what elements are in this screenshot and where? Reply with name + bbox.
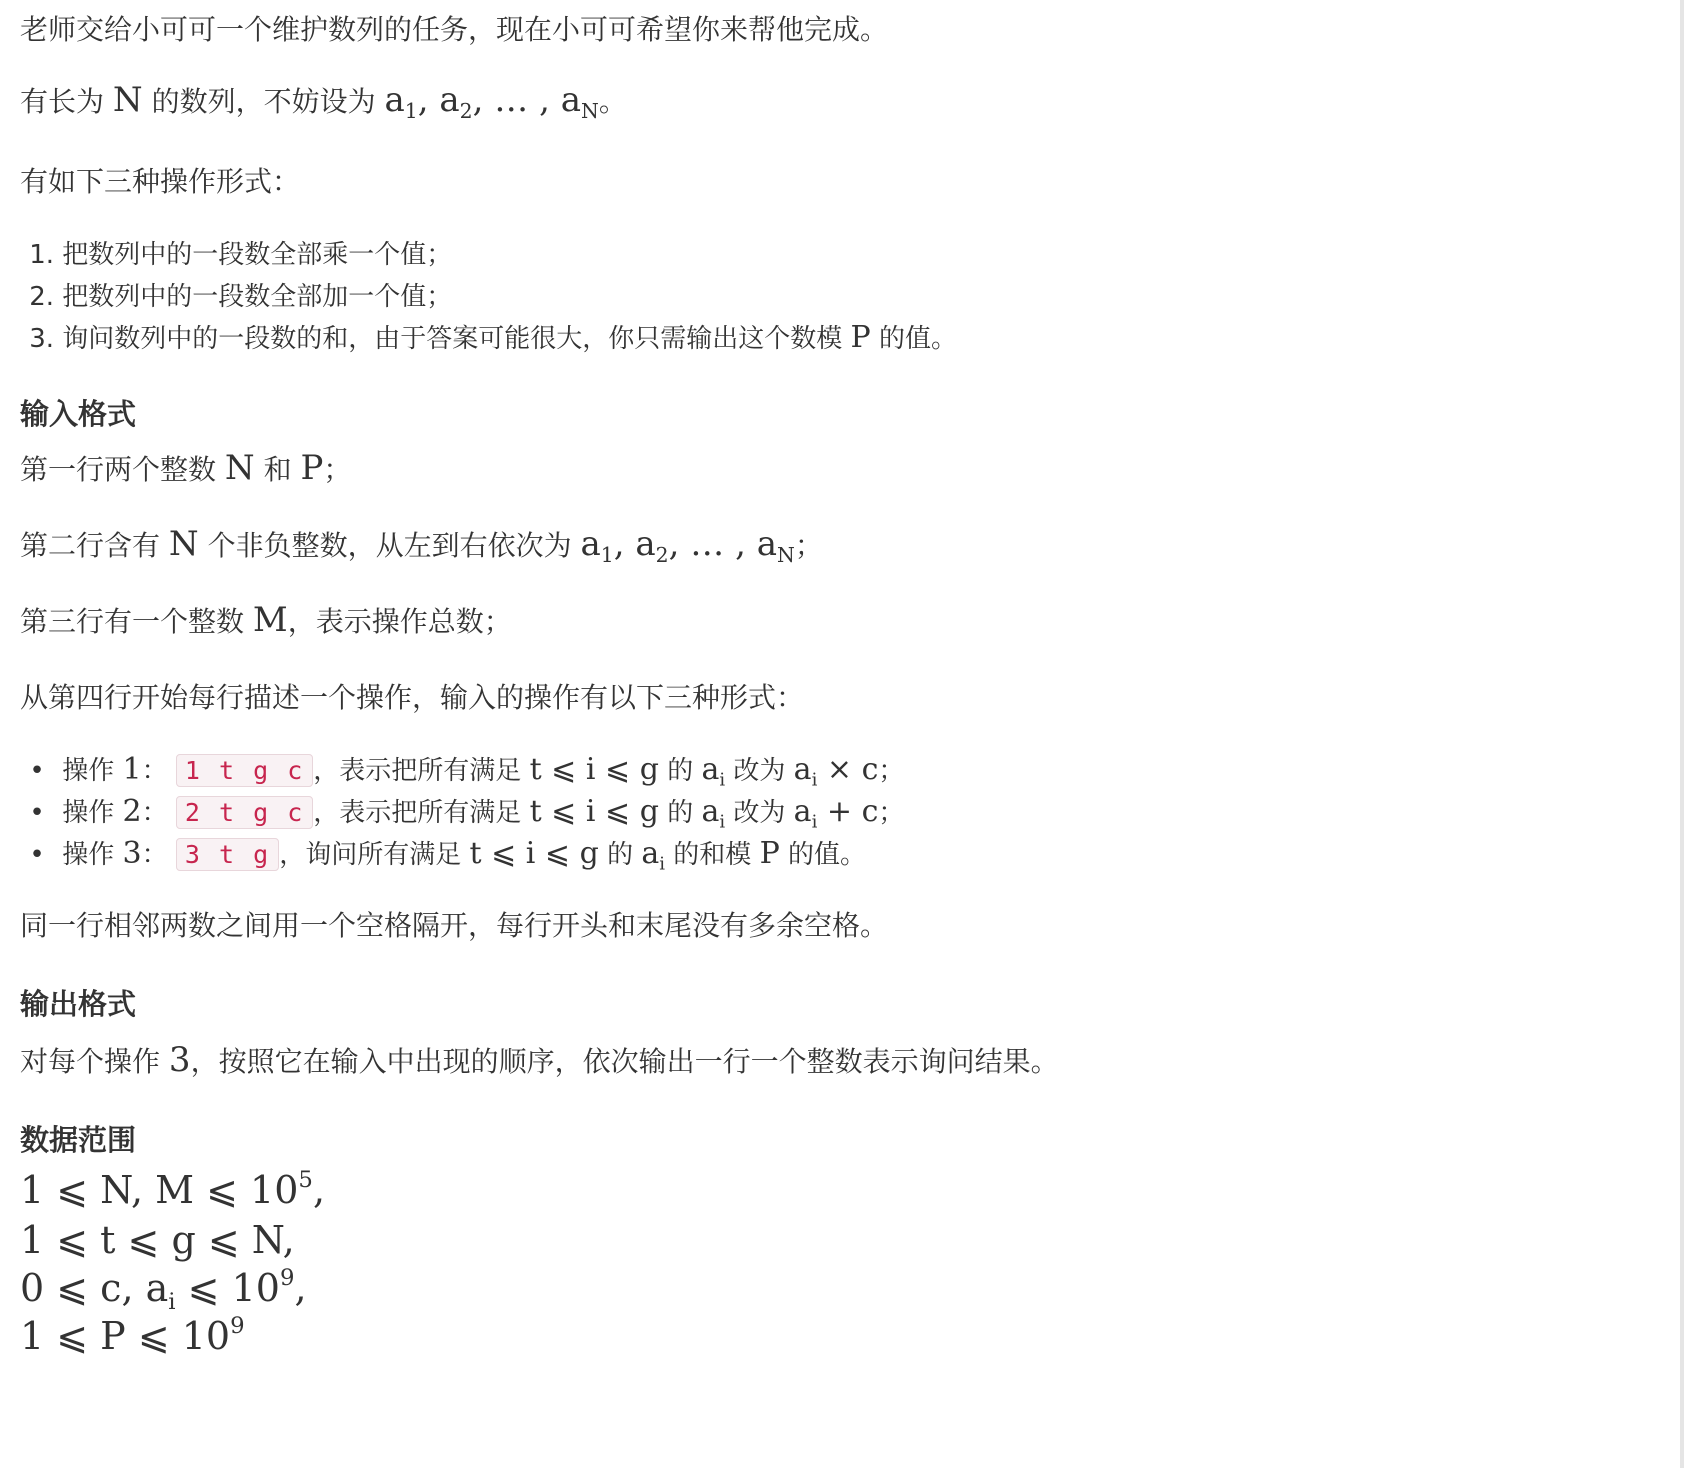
input-line-2: 第二行含有 N 个非负整数，从左到右依次为 $a_1$, $a_2$, … , $a_N$； [20, 524, 823, 568]
scrollbar-track[interactable] [1680, 0, 1684, 1468]
range-line-3: 0 ⩽ c, $a_i$ ⩽ $10^9$, [20, 1265, 307, 1315]
list-item: 2. 把数列中的一段数全部加一个值； [29, 282, 453, 312]
sequence-definition: 有长为 N 的数列，不妨设为 $a_1$, $a_2$, … , $a_N$。 [20, 80, 627, 124]
ops-intro: 有如下三种操作形式： [20, 165, 301, 198]
data-range-heading: 数据范围 [20, 1123, 137, 1157]
code-snippet: 2 t g c [176, 796, 313, 829]
input-line-5: 同一行相邻两数之间用一个空格隔开，每行开头和末尾没有多余空格。 [20, 909, 889, 942]
list-item: • 操作 3： 3 t g ，询问所有满足 t ⩽ i ⩽ g 的 $a_i$ 的和模 P 的值。 [29, 836, 867, 875]
input-line-1: 第一行两个整数 N 和 P； [20, 448, 352, 488]
range-line-4: 1 ⩽ P ⩽ $10^9$ [20, 1313, 245, 1358]
list-item: 1. 把数列中的一段数全部乘一个值； [29, 240, 453, 270]
range-line-2: 1 ⩽ t ⩽ g ⩽ N, [20, 1218, 295, 1262]
code-snippet: 1 t g c [176, 754, 313, 787]
intro-paragraph: 老师交给小可可一个维护数列的任务，现在小可可希望你来帮他完成。 [20, 13, 889, 46]
code-snippet: 3 t g [176, 838, 279, 871]
input-line-4: 从第四行开始每行描述一个操作，输入的操作有以下三种形式： [20, 681, 805, 714]
range-line-1: 1 ⩽ N, M ⩽ $10^5$, [20, 1167, 326, 1212]
output-format-heading: 输出格式 [20, 987, 137, 1021]
input-format-heading: 输入格式 [20, 397, 137, 431]
input-line-3: 第三行有一个整数 M，表示操作总数； [20, 600, 512, 640]
list-item: 3. 询问数列中的一段数的和，由于答案可能很大，你只需输出这个数模 P 的值。 [29, 320, 958, 355]
list-item: • 操作 2： 2 t g c ，表示把所有满足 t ⩽ i ⩽ g 的 $a_i$ 改为 $a_i + c$； [29, 794, 905, 833]
list-item: • 操作 1： 1 t g c ，表示把所有满足 t ⩽ i ⩽ g 的 $a_i$ 改为 $a_i \times c$； [29, 752, 905, 791]
output-line: 对每个操作 3，按照它在输入中出现的顺序，依次输出一行一个整数表示询问结果。 [20, 1040, 1059, 1080]
